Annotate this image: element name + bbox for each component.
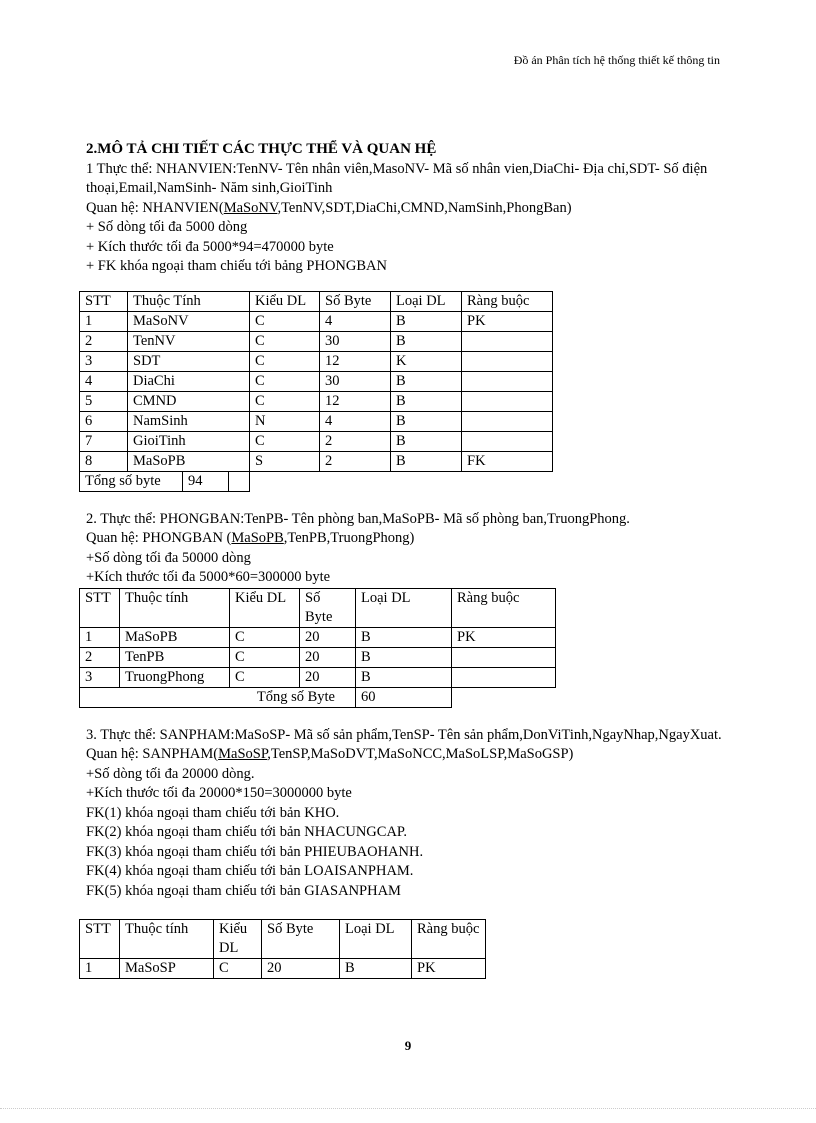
- table-cell: 20: [300, 667, 356, 687]
- table-cell: PK: [412, 959, 486, 979]
- table-cell: 2: [80, 647, 120, 667]
- table-cell: C: [250, 311, 320, 331]
- total-value: 94: [183, 472, 229, 491]
- table-cell: B: [340, 959, 412, 979]
- table-cell: C: [250, 351, 320, 371]
- table-cell: C: [250, 331, 320, 351]
- table-row: [80, 431, 553, 451]
- table-header-cell: Thuộc tính: [120, 588, 230, 627]
- table-header-cell: Thuộc Tính: [128, 291, 250, 311]
- table-row: [80, 391, 553, 411]
- table-cell: B: [356, 647, 452, 667]
- table-cell: [462, 371, 553, 391]
- table-cell: 4: [320, 311, 391, 331]
- table-cell: [462, 351, 553, 371]
- table-row: [80, 411, 553, 431]
- table-cell: 1: [80, 627, 120, 647]
- table-header-cell: Số Byte: [300, 588, 356, 627]
- table-cell: 6: [80, 411, 128, 431]
- entity1-note: + Số dòng tối đa 5000 dòng: [86, 219, 248, 235]
- table-cell: 7: [80, 431, 128, 451]
- table-cell: MaSoPB: [120, 627, 230, 647]
- table-cell: 30: [320, 371, 391, 391]
- table-cell: TenNV: [128, 331, 250, 351]
- section-title: 2.MÔ TẢ CHI TIẾT CÁC THỰC THỂ VÀ QUAN HỆ: [86, 141, 437, 157]
- entity3-note: FK(2) khóa ngoại tham chiếu tới bản NHACUNGCAP.: [86, 824, 407, 840]
- table-cell: C: [250, 391, 320, 411]
- total-label: Tổng số byte: [80, 472, 183, 491]
- table-total-row: [80, 471, 553, 491]
- table-row: [80, 451, 553, 471]
- entity3-note: +Kích thước tối đa 20000*150=3000000 byte: [86, 785, 352, 801]
- phongban-table: [79, 588, 556, 708]
- table-row: [80, 331, 553, 351]
- table-cell: 2: [320, 451, 391, 471]
- total-label: Tổng số Byte: [80, 687, 356, 707]
- table-cell: DiaChi: [128, 371, 250, 391]
- sanpham-table: [79, 919, 486, 979]
- entity3-description: 3. Thực thể: SANPHAM:MaSoSP- Mã số sản phẩm,TenSP- Tên sản phẩm,DonViTinh,NgayNhap,NgayXuat.: [86, 726, 722, 743]
- table-header-cell: Loại DL: [356, 588, 452, 627]
- empty-cell: [452, 687, 556, 707]
- table-cell: TenPB: [120, 647, 230, 667]
- table-row: [80, 351, 553, 371]
- table-cell: 12: [320, 391, 391, 411]
- table-row: [80, 627, 556, 647]
- table-cell: S: [250, 451, 320, 471]
- table-cell: 3: [80, 351, 128, 371]
- table-cell: SDT: [128, 351, 250, 371]
- table-header-cell: Thuộc tính: [120, 920, 214, 959]
- table-cell: TruongPhong: [120, 667, 230, 687]
- table-header-cell: Ràng buộc: [452, 588, 556, 627]
- table-cell: C: [214, 959, 262, 979]
- entity3-note: FK(4) khóa ngoại tham chiếu tới bản LOAISANPHAM.: [86, 863, 414, 879]
- entity1-note: + Kích thước tối đa 5000*94=470000 byte: [86, 238, 334, 255]
- entity3-relation: Quan hệ: SANPHAM(MaSoSP,TenSP,MaSoDVT,MaSoNCC,MaSoLSP,MaSoGSP): [86, 746, 574, 762]
- table-cell: GioiTinh: [128, 431, 250, 451]
- table-cell: B: [391, 371, 462, 391]
- document-body: [86, 140, 726, 979]
- table-cell: K: [391, 351, 462, 371]
- entity3-note: FK(1) khóa ngoại tham chiếu tới bản KHO.: [86, 804, 340, 821]
- entity2-note: +Số dòng tối đa 50000 dòng: [86, 549, 251, 566]
- table-cell: 20: [300, 647, 356, 667]
- entity1-description: 1 Thực thể: NHANVIEN:TenNV- Tên nhân viên,MasoNV- Mã số nhân vien,DiaChi- Địa chỉ,SDT- Số điện thoại,Email,NamSinh- Năm sinh,GioiTinh: [86, 160, 708, 196]
- total-label-cell: [80, 471, 250, 491]
- entity2-note: +Kích thước tối đa 5000*60=300000 byte: [86, 569, 331, 585]
- table-header-row: [80, 588, 556, 627]
- table-cell: FK: [462, 451, 553, 471]
- table-row: [80, 667, 556, 687]
- table-cell: B: [356, 667, 452, 687]
- entity3-note: FK(3) khóa ngoại tham chiếu tới bản PHIEUBAOHANH.: [86, 843, 424, 860]
- table-cell: [452, 647, 556, 667]
- table-cell: 5: [80, 391, 128, 411]
- page-footer-divider: [0, 1108, 816, 1109]
- table-cell: [452, 667, 556, 687]
- table-cell: B: [391, 331, 462, 351]
- table-cell: CMND: [128, 391, 250, 411]
- table-header-row: [80, 920, 486, 959]
- table-cell: PK: [452, 627, 556, 647]
- table-row: [80, 371, 553, 391]
- empty-cell: [250, 471, 553, 491]
- table-cell: [462, 391, 553, 411]
- table-header-cell: Số Byte: [262, 920, 340, 959]
- table-cell: 4: [80, 371, 128, 391]
- entity3-note: +Số dòng tối đa 20000 dòng.: [86, 765, 255, 782]
- table-header-cell: Số Byte: [320, 291, 391, 311]
- table-header-cell: STT: [80, 291, 128, 311]
- table-cell: B: [391, 411, 462, 431]
- table-cell: 1: [80, 311, 128, 331]
- table-header-cell: Ràng buộc: [412, 920, 486, 959]
- table-cell: MaSoNV: [128, 311, 250, 331]
- entity1-relation: Quan hệ: NHANVIEN(MaSoNV,TenNV,SDT,DiaChi,CMND,NamSinh,PhongBan): [86, 199, 572, 216]
- entity3-note: FK(5) khóa ngoại tham chiếu tới bản GIASANPHAM: [86, 882, 401, 899]
- entity1-note: + FK khóa ngoại tham chiếu tới bảng PHONGBAN: [86, 258, 387, 274]
- table-cell: N: [250, 411, 320, 431]
- table-row: [80, 311, 553, 331]
- table-cell: [462, 431, 553, 451]
- table-cell: B: [391, 431, 462, 451]
- table-cell: C: [230, 627, 300, 647]
- table-cell: B: [391, 391, 462, 411]
- table-total-row: [80, 687, 556, 707]
- table-cell: 12: [320, 351, 391, 371]
- table-header-row: [80, 291, 553, 311]
- table-cell: 3: [80, 667, 120, 687]
- table-cell: 2: [80, 331, 128, 351]
- table-cell: [462, 331, 553, 351]
- page-header: Đồ án Phân tích hệ thống thiết kế thông tin: [513, 53, 720, 67]
- entity2-description: 2. Thực thể: PHONGBAN:TenPB- Tên phòng ban,MaSoPB- Mã số phòng ban,TruongPhong.: [86, 510, 630, 527]
- total-value: 60: [356, 687, 452, 707]
- table-cell: 20: [262, 959, 340, 979]
- table-cell: 20: [300, 627, 356, 647]
- table-cell: MaSoPB: [128, 451, 250, 471]
- table-cell: MaSoSP: [120, 959, 214, 979]
- table-cell: B: [356, 627, 452, 647]
- table-cell: [462, 411, 553, 431]
- table-cell: 2: [320, 431, 391, 451]
- table-header-cell: STT: [80, 588, 120, 627]
- table-cell: C: [230, 647, 300, 667]
- table-cell: 8: [80, 451, 128, 471]
- table-cell: C: [250, 431, 320, 451]
- table-header-cell: Loại DL: [391, 291, 462, 311]
- entity2-relation: Quan hệ: PHONGBAN (MaSoPB,TenPB,TruongPhong): [86, 530, 415, 546]
- table-header-cell: Loại DL: [340, 920, 412, 959]
- table-header-cell: Kiểu DL: [214, 920, 262, 959]
- table-cell: B: [391, 451, 462, 471]
- table-header-cell: Kiểu DL: [230, 588, 300, 627]
- table-cell: B: [391, 311, 462, 331]
- table-cell: PK: [462, 311, 553, 331]
- table-cell: 30: [320, 331, 391, 351]
- page-number: 9: [404, 1038, 412, 1053]
- table-row: [80, 647, 556, 667]
- table-header-cell: Ràng buộc: [462, 291, 553, 311]
- nhanvien-table: [79, 291, 553, 492]
- table-cell: NamSinh: [128, 411, 250, 431]
- table-cell: 1: [80, 959, 120, 979]
- table-cell: C: [250, 371, 320, 391]
- table-header-cell: Kiểu DL: [250, 291, 320, 311]
- table-header-cell: STT: [80, 920, 120, 959]
- table-cell: C: [230, 667, 300, 687]
- table-row: [80, 959, 486, 979]
- table-cell: 4: [320, 411, 391, 431]
